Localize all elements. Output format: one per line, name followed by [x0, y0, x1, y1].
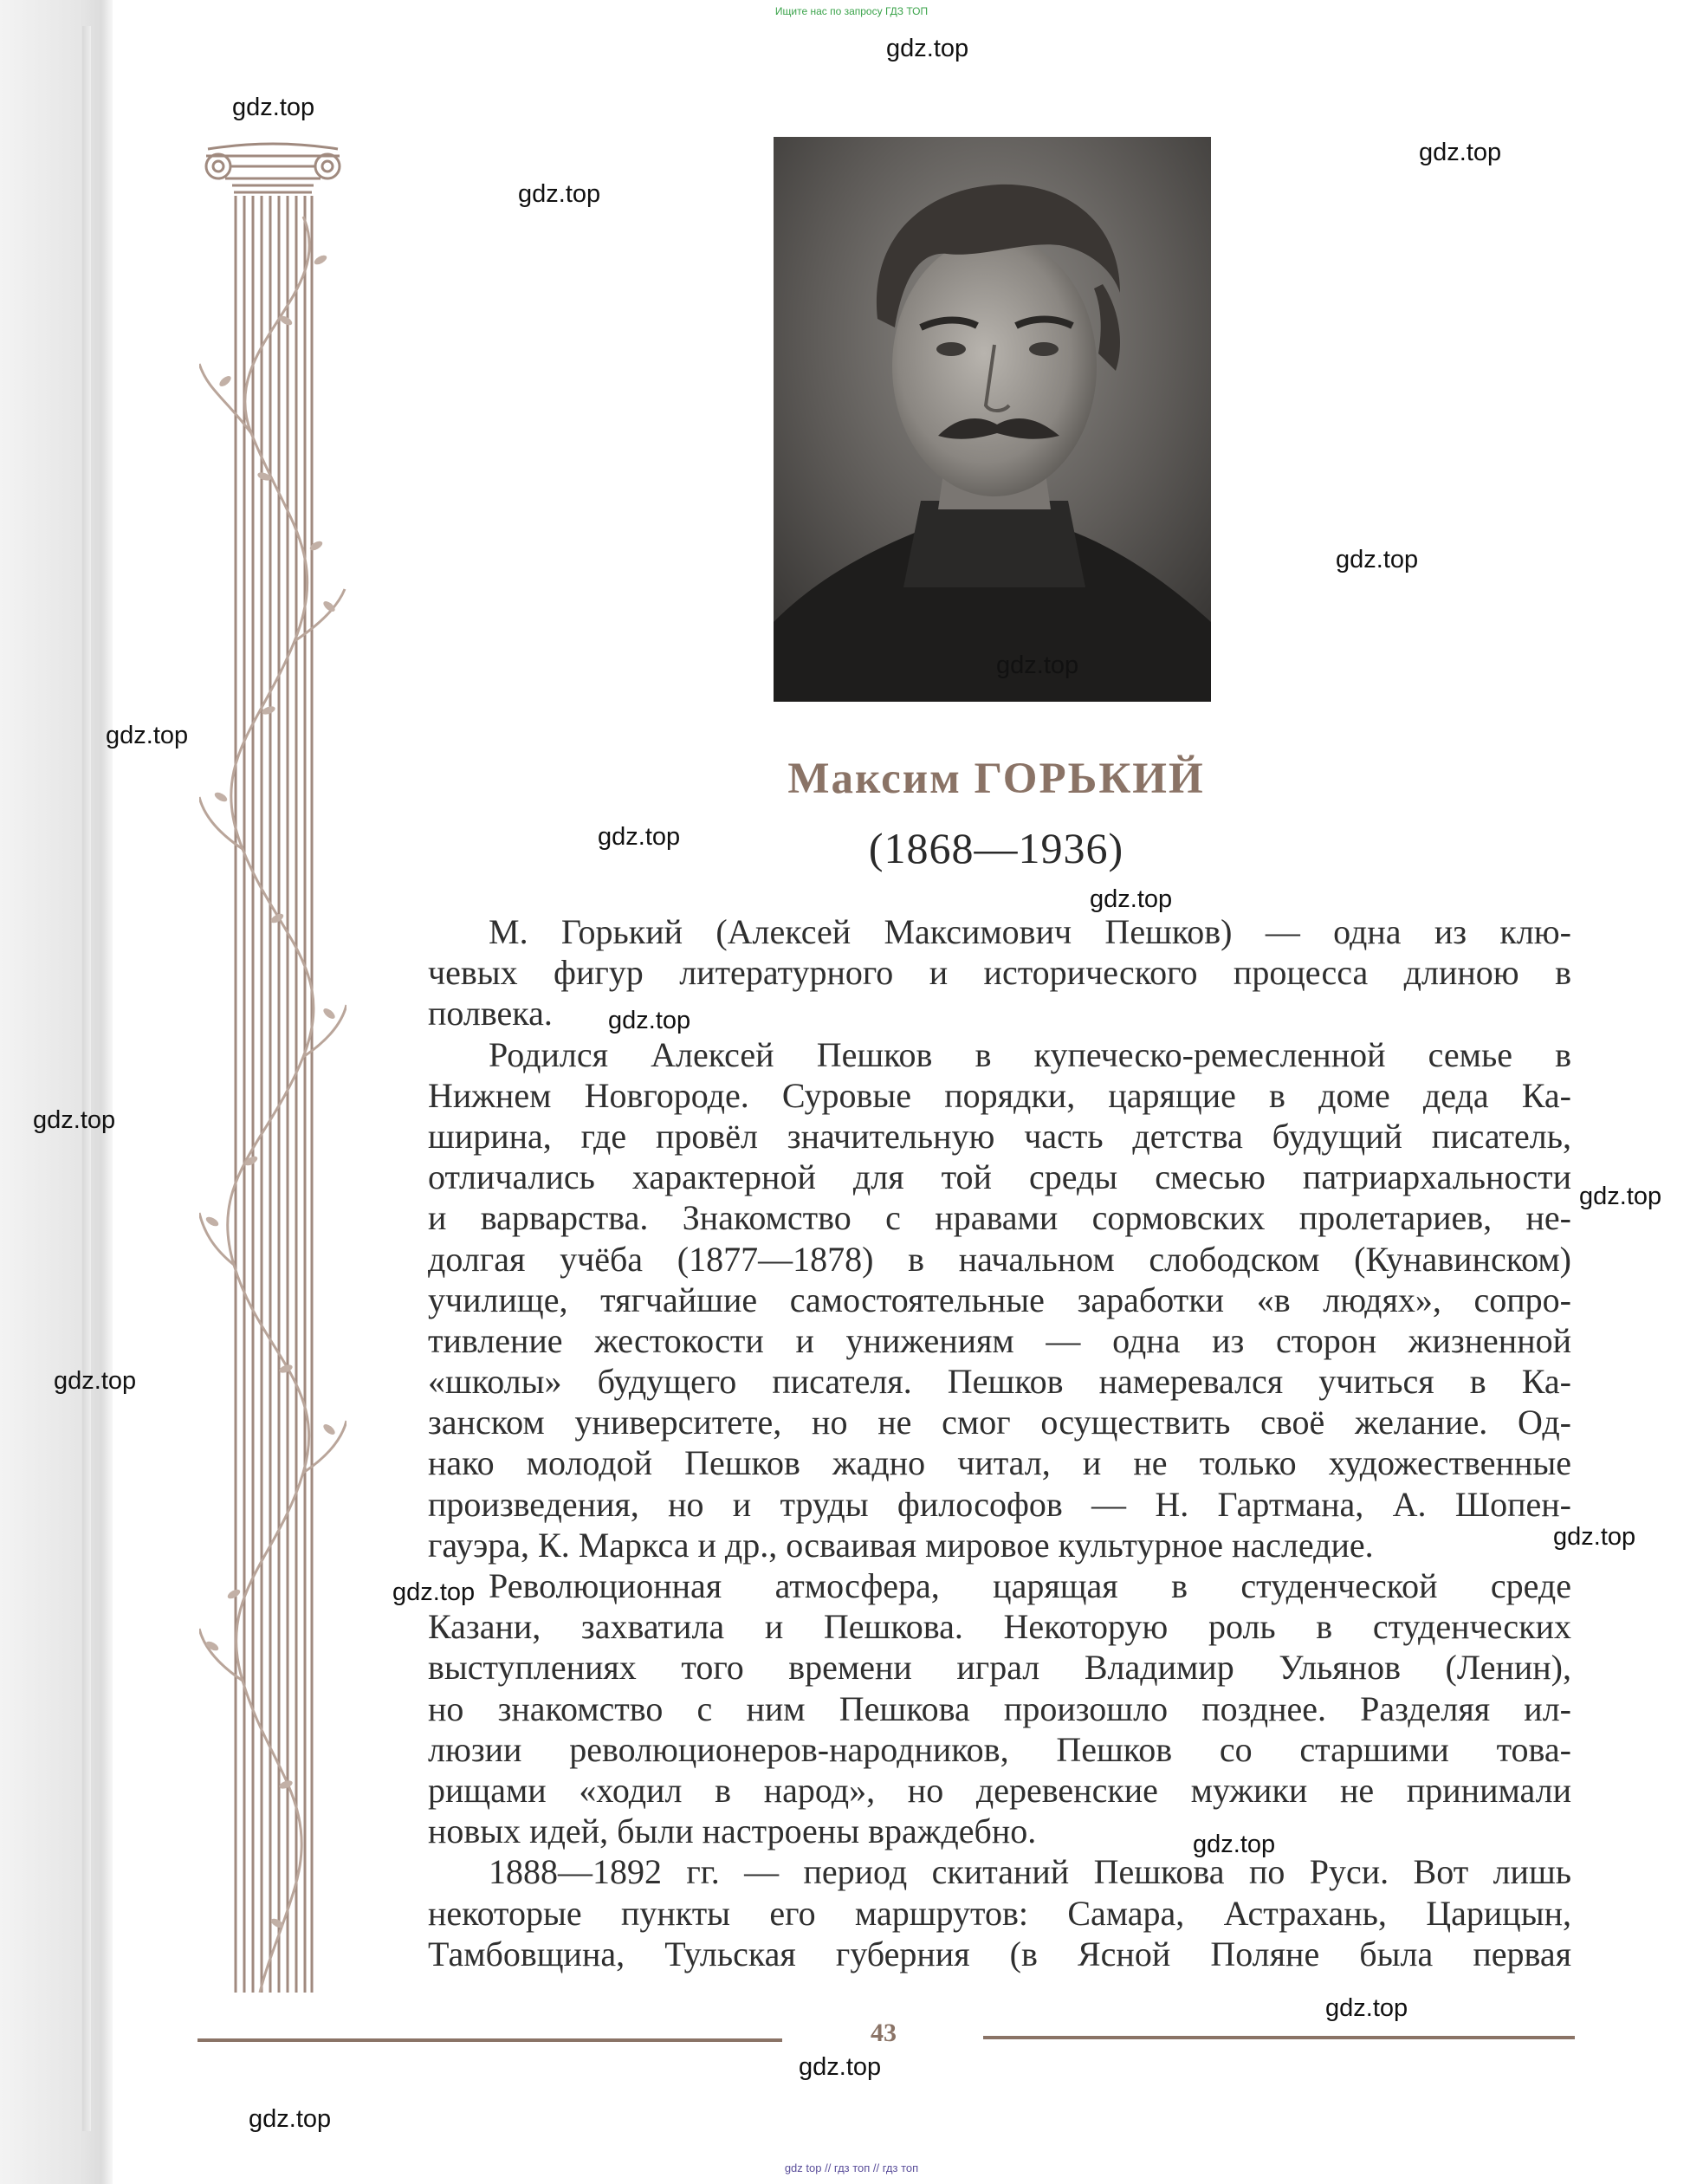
text-line: ширина, где провёл значительную часть детства будущий писатель,	[428, 1116, 1571, 1156]
watermark: gdz.top	[1325, 1994, 1408, 2022]
watermark: gdz.top	[1336, 546, 1419, 574]
watermark: gdz.top	[232, 94, 315, 121]
text-line: «школы» будущего писателя. Пешков намеревался учиться в Ка-	[428, 1362, 1571, 1402]
text-line: чевых фигур литературного и исторического процесса длиною в	[428, 953, 1571, 993]
watermark: gdz.top	[598, 823, 681, 851]
text-line: Тамбовщина, Тульская губерния (в Ясной Поляне была первая	[428, 1934, 1571, 1973]
text-line: отличались характерной для той среды смесью патриархальности	[428, 1157, 1571, 1197]
watermark: gdz.top	[799, 2053, 882, 2081]
footer-rule-left	[197, 2038, 782, 2042]
text-line: произведения, но и труды философов — Н. Гартмана, А. Шопен-	[428, 1484, 1571, 1524]
footer-rule-right	[983, 2036, 1575, 2039]
watermark: gdz.top	[1553, 1523, 1636, 1551]
watermark: gdz.top	[886, 35, 969, 62]
watermark: gdz.top	[1193, 1831, 1276, 1858]
author-years: (1868—1936)	[868, 824, 1124, 872]
text-line: люзии революционеров-народников, Пешков со старшими това-	[428, 1729, 1571, 1769]
text-line: и варварства. Знакомство с нравами сормовских пролетариев, не-	[428, 1198, 1571, 1238]
text-line: рищами «ходил в народ», но деревенские мужики не принимали	[428, 1770, 1571, 1810]
author-name-heading: Максим ГОРЬКИЙ	[787, 755, 1205, 803]
text-line: Родился Алексей Пешков в купеческо-ремесленной семье в	[489, 1034, 1571, 1074]
text-line: тивление жестокости и унижениям — одна из сторон жизненной	[428, 1320, 1571, 1360]
text-line: некоторые пункты его маршрутов: Самара, Астрахань, Царицын,	[428, 1893, 1571, 1933]
portrait-photo	[774, 137, 1211, 702]
page-number: 43	[871, 2019, 897, 2047]
text-line: выступлениях того времени играл Владимир Ульянов (Ленин),	[428, 1648, 1571, 1688]
watermark: gdz.top	[249, 2105, 332, 2133]
watermark: gdz.top	[33, 1106, 116, 1134]
bottom-banner[interactable]: gdz top // гдз топ // гдз топ	[784, 2161, 919, 2174]
watermark: gdz.top	[608, 1007, 691, 1034]
text-line: Революционная атмосфера, царящая в студенческой среде	[489, 1566, 1571, 1605]
watermark: gdz.top	[1090, 885, 1173, 913]
page-shadow	[0, 0, 116, 2184]
text-line: 1888—1892 гг. — период скитаний Пешкова по Руси. Вот лишь	[489, 1852, 1571, 1892]
watermark: gdz.top	[996, 651, 1079, 679]
watermark: gdz.top	[1419, 139, 1502, 166]
text-line: Нижнем Новгороде. Суровые порядки, царящие в доме деда Ка-	[428, 1075, 1571, 1115]
biography-text	[428, 911, 1571, 1974]
text-line: долгая учёба (1877—1878) в начальном слободском (Кунавинском)	[428, 1239, 1571, 1279]
watermark: gdz.top	[106, 722, 189, 749]
text-line: Казани, захватила и Пешкова. Некоторую роль в студенческих	[428, 1607, 1571, 1647]
page-edge	[82, 26, 91, 2131]
text-line: занском университете, но не смог осуществить своё желание. Од-	[428, 1403, 1571, 1442]
watermark: gdz.top	[1579, 1183, 1662, 1210]
text-line: но знакомство с ним Пешкова произошло позднее. Разделяя ил-	[428, 1688, 1571, 1728]
decorative-column	[199, 139, 346, 1993]
text-line: новых идей, были настроены враждебно.	[428, 1811, 1037, 1851]
watermark: gdz.top	[54, 1367, 137, 1395]
text-line: училище, тягчайшие самостоятельные заработки «в людях», сопро-	[428, 1280, 1571, 1319]
text-line: нако молодой Пешков жадно читал, и не только художественные	[428, 1443, 1571, 1483]
text-line: гауэра, К. Маркса и др., осваивая мировое культурное наследие.	[428, 1525, 1374, 1565]
watermark: gdz.top	[518, 180, 601, 208]
top-banner[interactable]: Ищите нас по запросу ГДЗ ТОП	[774, 5, 929, 17]
text-line: М. Горький (Алексей Максимович Пешков) — одна из клю-	[489, 912, 1571, 951]
text-line: полвека.	[428, 994, 553, 1034]
watermark: gdz.top	[392, 1578, 476, 1606]
